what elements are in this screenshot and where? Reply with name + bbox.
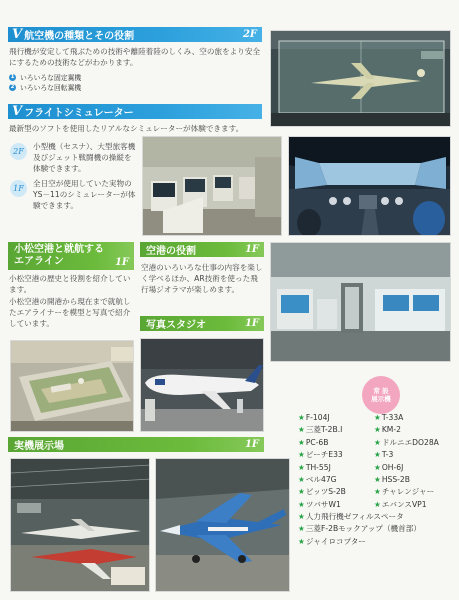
floor-label: 1F bbox=[114, 256, 129, 268]
v-mark-icon: V bbox=[12, 104, 23, 119]
list-item bbox=[9, 82, 81, 92]
floor-label: 1F bbox=[244, 439, 259, 450]
aircraft-item: ★ビッツS-2B bbox=[298, 487, 346, 497]
photo-cockpit-simulator bbox=[288, 136, 451, 236]
simulator-entry-2f: 小型機（セスナ）、大型旅客機及びジェット戦闘機の操縦を体験できます。 bbox=[33, 142, 136, 173]
floor-label: 1F bbox=[244, 244, 259, 255]
star-icon: ★ bbox=[298, 512, 305, 521]
star-icon: ★ bbox=[298, 425, 305, 435]
aircraft-item: ★チャレンジャー bbox=[374, 487, 435, 497]
aircraft-list-right bbox=[374, 412, 454, 511]
section-title-real-aircraft: 実機展示場 bbox=[14, 441, 64, 452]
aircraft-item: ★人力飛行機ゼフィルスペータ bbox=[298, 512, 404, 521]
star-icon: ★ bbox=[298, 413, 305, 422]
floor-badge-2f: 2F bbox=[10, 143, 27, 160]
photo-aircraft-models bbox=[270, 30, 451, 127]
star-icon: ★ bbox=[298, 462, 305, 472]
aircraft-item: ★三菱F-2Bモックアップ（機首部） bbox=[298, 524, 421, 534]
aircraft-types-description: 飛行機が安定して飛ぶための技術や離陸着陸のしくみ、空の旅をより安全にするための技術などがわかります。 bbox=[9, 47, 261, 67]
section-title-airport-role: 空港の役割 bbox=[146, 246, 196, 257]
section-header-real-aircraft bbox=[8, 437, 264, 452]
section-header-airport-role bbox=[140, 242, 264, 257]
aircraft-item: ★三菱T-2B.I bbox=[298, 425, 343, 435]
star-icon: ★ bbox=[374, 487, 381, 497]
badge-line1: 常 設 bbox=[373, 387, 389, 395]
list-item-label: いろいろな回転翼機 bbox=[20, 84, 82, 92]
star-icon: ★ bbox=[374, 425, 381, 435]
aircraft-item: ★ビーチE33 bbox=[298, 450, 343, 460]
simulator-entry-1f: 全日空が使用していた実物のYS－11のシミュレーターが体験できます。 bbox=[33, 179, 136, 210]
photo-hangar-overview bbox=[10, 458, 150, 592]
star-icon: ★ bbox=[298, 487, 305, 497]
section-header-photo-studio bbox=[140, 316, 264, 331]
aircraft-item: ★ツバサW1 bbox=[298, 499, 341, 509]
aircraft-list-wide bbox=[298, 511, 454, 548]
airport-role-description: 空港のいろいろな仕事の内容を楽しく学べるほか、AR技術を使った飛行場ジオラマが楽しめます。 bbox=[141, 263, 263, 294]
star-icon: ★ bbox=[298, 499, 305, 509]
aircraft-item: ★エバンスVP1 bbox=[374, 499, 427, 509]
section-header-flight-simulator bbox=[8, 104, 262, 119]
aircraft-item: ★OH-6J bbox=[374, 462, 404, 472]
aircraft-list-left bbox=[298, 412, 378, 511]
number-badge: 1 bbox=[10, 74, 15, 80]
airline-description-1: 小松空港の歴史と役割を紹介しています。 bbox=[9, 274, 131, 294]
star-icon: ★ bbox=[298, 450, 305, 460]
photo-studio-airliner bbox=[140, 338, 264, 432]
aircraft-item: ★ベル47G bbox=[298, 474, 337, 484]
floor-label: 1F bbox=[244, 318, 259, 329]
floor-label: 2F bbox=[242, 29, 257, 40]
section-title-flight-simulator: フライトシミュレーター bbox=[24, 108, 134, 119]
star-icon: ★ bbox=[298, 536, 305, 546]
star-icon: ★ bbox=[374, 450, 381, 460]
photo-simulator-booths bbox=[142, 136, 282, 236]
star-icon: ★ bbox=[374, 437, 381, 447]
aircraft-types-list bbox=[9, 72, 81, 92]
aircraft-item: ★PC-6B bbox=[298, 437, 329, 447]
aircraft-item: ★T-33A bbox=[374, 413, 404, 422]
star-icon: ★ bbox=[374, 462, 381, 472]
aircraft-item: ★KM-2 bbox=[374, 425, 401, 435]
aircraft-item: ★T-3 bbox=[374, 450, 394, 460]
star-icon: ★ bbox=[298, 524, 305, 534]
airline-description-2: 小松空港の開港から現在まで就航したエアライナーを模型と写真で紹介しています。 bbox=[9, 297, 131, 328]
section-title-airline-line1: 小松空港と就航する bbox=[14, 244, 104, 255]
list-item bbox=[9, 72, 81, 82]
section-title-photo-studio: 写真スタジオ bbox=[146, 320, 206, 331]
section-title-airline-line2: エアライン bbox=[14, 256, 64, 267]
section-header-airline bbox=[8, 242, 134, 270]
floor-badge-1f: 1F bbox=[10, 180, 27, 197]
badge-line2: 展示機 bbox=[371, 395, 391, 403]
v-mark-icon: V bbox=[12, 27, 23, 42]
photo-fighter-jet bbox=[155, 458, 290, 592]
star-icon: ★ bbox=[298, 437, 305, 447]
list-item-label: いろいろな固定翼機 bbox=[20, 74, 82, 82]
flight-simulator-description: 最新型のソフトを使用したリアルなシミュレーターが体験できます。 bbox=[9, 124, 244, 133]
star-icon: ★ bbox=[374, 413, 381, 422]
aircraft-item: ★HSS-2B bbox=[374, 474, 410, 484]
star-icon: ★ bbox=[374, 499, 381, 509]
number-badge: 2 bbox=[10, 84, 15, 90]
photo-airport-role-exhibit bbox=[270, 242, 451, 362]
star-icon: ★ bbox=[374, 474, 381, 484]
photo-airport-model bbox=[10, 340, 134, 432]
aircraft-item: ★ジャイロコプター bbox=[298, 536, 366, 546]
permanent-display-badge bbox=[362, 376, 400, 414]
star-icon: ★ bbox=[298, 474, 305, 484]
section-header-aircraft-types bbox=[8, 27, 262, 42]
aircraft-item: ★F-104J bbox=[298, 413, 330, 422]
section-title-aircraft-types: 航空機の種類とその役割 bbox=[24, 31, 135, 42]
aircraft-item: ★TH-55J bbox=[298, 462, 331, 472]
aircraft-item: ★ドルニエDO28A bbox=[374, 437, 439, 447]
